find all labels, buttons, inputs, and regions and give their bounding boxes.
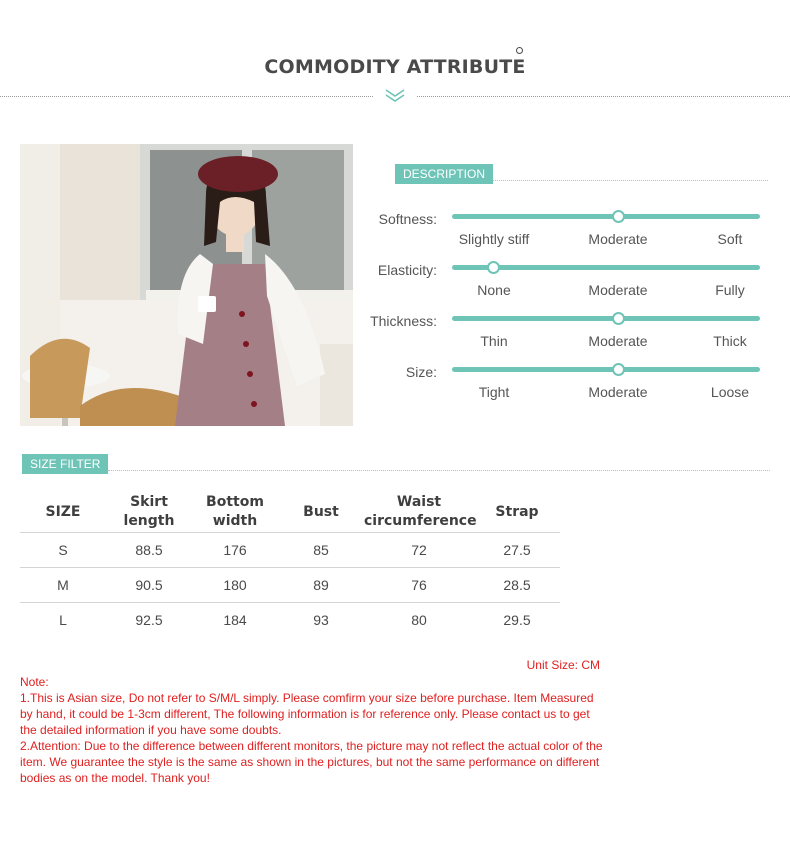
elasticity-label: Elasticity: bbox=[377, 262, 437, 278]
thickness-option-mid: Moderate bbox=[588, 333, 648, 349]
col-header-size: SIZE bbox=[20, 492, 106, 533]
table-cell: 27.5 bbox=[474, 533, 560, 568]
table-cell: 89 bbox=[278, 568, 364, 603]
size-table bbox=[20, 492, 560, 637]
table-row bbox=[20, 533, 560, 568]
table-cell: 180 bbox=[192, 568, 278, 603]
softness-scale bbox=[452, 214, 760, 219]
table-cell: 176 bbox=[192, 533, 278, 568]
table-cell: 93 bbox=[313, 612, 329, 628]
size-option-mid: Moderate bbox=[588, 384, 648, 400]
softness-label: Softness: bbox=[378, 211, 437, 227]
col-header-bottom-width: Bottom width bbox=[192, 492, 278, 533]
elasticity-option-high: Fully bbox=[715, 282, 745, 298]
note-item-2: 2.Attention: Due to the difference between different monitors, the picture may not reflect the actual color of the item. We guarantee the style is the same as shown in the pictures, but not the same performance on different bodies as on the model. Thank you! bbox=[20, 739, 603, 785]
note-item-1: 1.This is Asian size, Do not refer to S/M/L simply. Please comfirm your size before purchase. Item Measured by hand, it could be 1-3cm different, The following information is for reference only. Please contact us to get the detailed information if you have some doubts. bbox=[20, 691, 594, 737]
table-cell: 184 bbox=[223, 612, 247, 628]
col-header-strap: Strap bbox=[474, 492, 560, 533]
table-cell: 76 bbox=[364, 568, 474, 603]
size-scale bbox=[452, 367, 760, 372]
table-cell: 88.5 bbox=[106, 533, 192, 568]
size-marker bbox=[612, 363, 625, 376]
unit-size-note: Unit Size: CM bbox=[526, 658, 600, 672]
softness-marker bbox=[612, 210, 625, 223]
description-tag: DESCRIPTION bbox=[395, 164, 493, 184]
col-header-bust: Bust bbox=[278, 492, 364, 533]
col-header-waist: Waist circumference bbox=[364, 492, 474, 533]
softness-option-high: Soft bbox=[717, 231, 743, 247]
size-filter-divider bbox=[108, 470, 770, 471]
thickness-scale bbox=[452, 316, 760, 321]
table-cell: 29.5 bbox=[503, 612, 531, 628]
elasticity-option-mid: Moderate bbox=[588, 282, 648, 298]
softness-option-low: Slightly stiff bbox=[458, 231, 530, 247]
double-chevron-down-icon bbox=[384, 86, 406, 104]
table-cell: M bbox=[20, 568, 106, 603]
table-header-row bbox=[20, 492, 560, 533]
table-cell: L bbox=[59, 612, 67, 628]
size-filter-tag: SIZE FILTER bbox=[22, 454, 108, 474]
thickness-marker bbox=[612, 312, 625, 325]
page-title: COMMODITY ATTRIBUTE bbox=[264, 56, 526, 78]
thickness-option-high: Thick bbox=[713, 333, 747, 349]
table-row bbox=[20, 603, 560, 638]
notes-heading: Note: bbox=[20, 675, 49, 689]
table-row bbox=[20, 568, 560, 603]
table-cell: 90.5 bbox=[106, 568, 192, 603]
table-cell: 92.5 bbox=[135, 612, 163, 628]
notes-block bbox=[20, 674, 605, 786]
product-photo bbox=[20, 144, 353, 426]
elasticity-marker bbox=[487, 261, 500, 274]
degree-circle-icon bbox=[516, 47, 523, 54]
table-cell: 28.5 bbox=[474, 568, 560, 603]
header-divider-right bbox=[417, 96, 790, 97]
table-cell: S bbox=[20, 533, 106, 568]
table-cell: 72 bbox=[364, 533, 474, 568]
thickness-option-low: Thin bbox=[480, 333, 508, 349]
size-label: Size: bbox=[405, 364, 437, 380]
description-divider bbox=[493, 180, 768, 181]
thickness-label: Thickness: bbox=[370, 313, 437, 329]
table-cell: 80 bbox=[411, 612, 427, 628]
col-header-skirt-length: Skirt length bbox=[106, 492, 192, 533]
elasticity-option-low: None bbox=[477, 282, 511, 298]
table-cell: 85 bbox=[278, 533, 364, 568]
header-divider-left bbox=[0, 96, 373, 97]
size-option-high: Loose bbox=[710, 384, 750, 400]
size-option-low: Tight bbox=[478, 384, 510, 400]
softness-option-mid: Moderate bbox=[588, 231, 648, 247]
